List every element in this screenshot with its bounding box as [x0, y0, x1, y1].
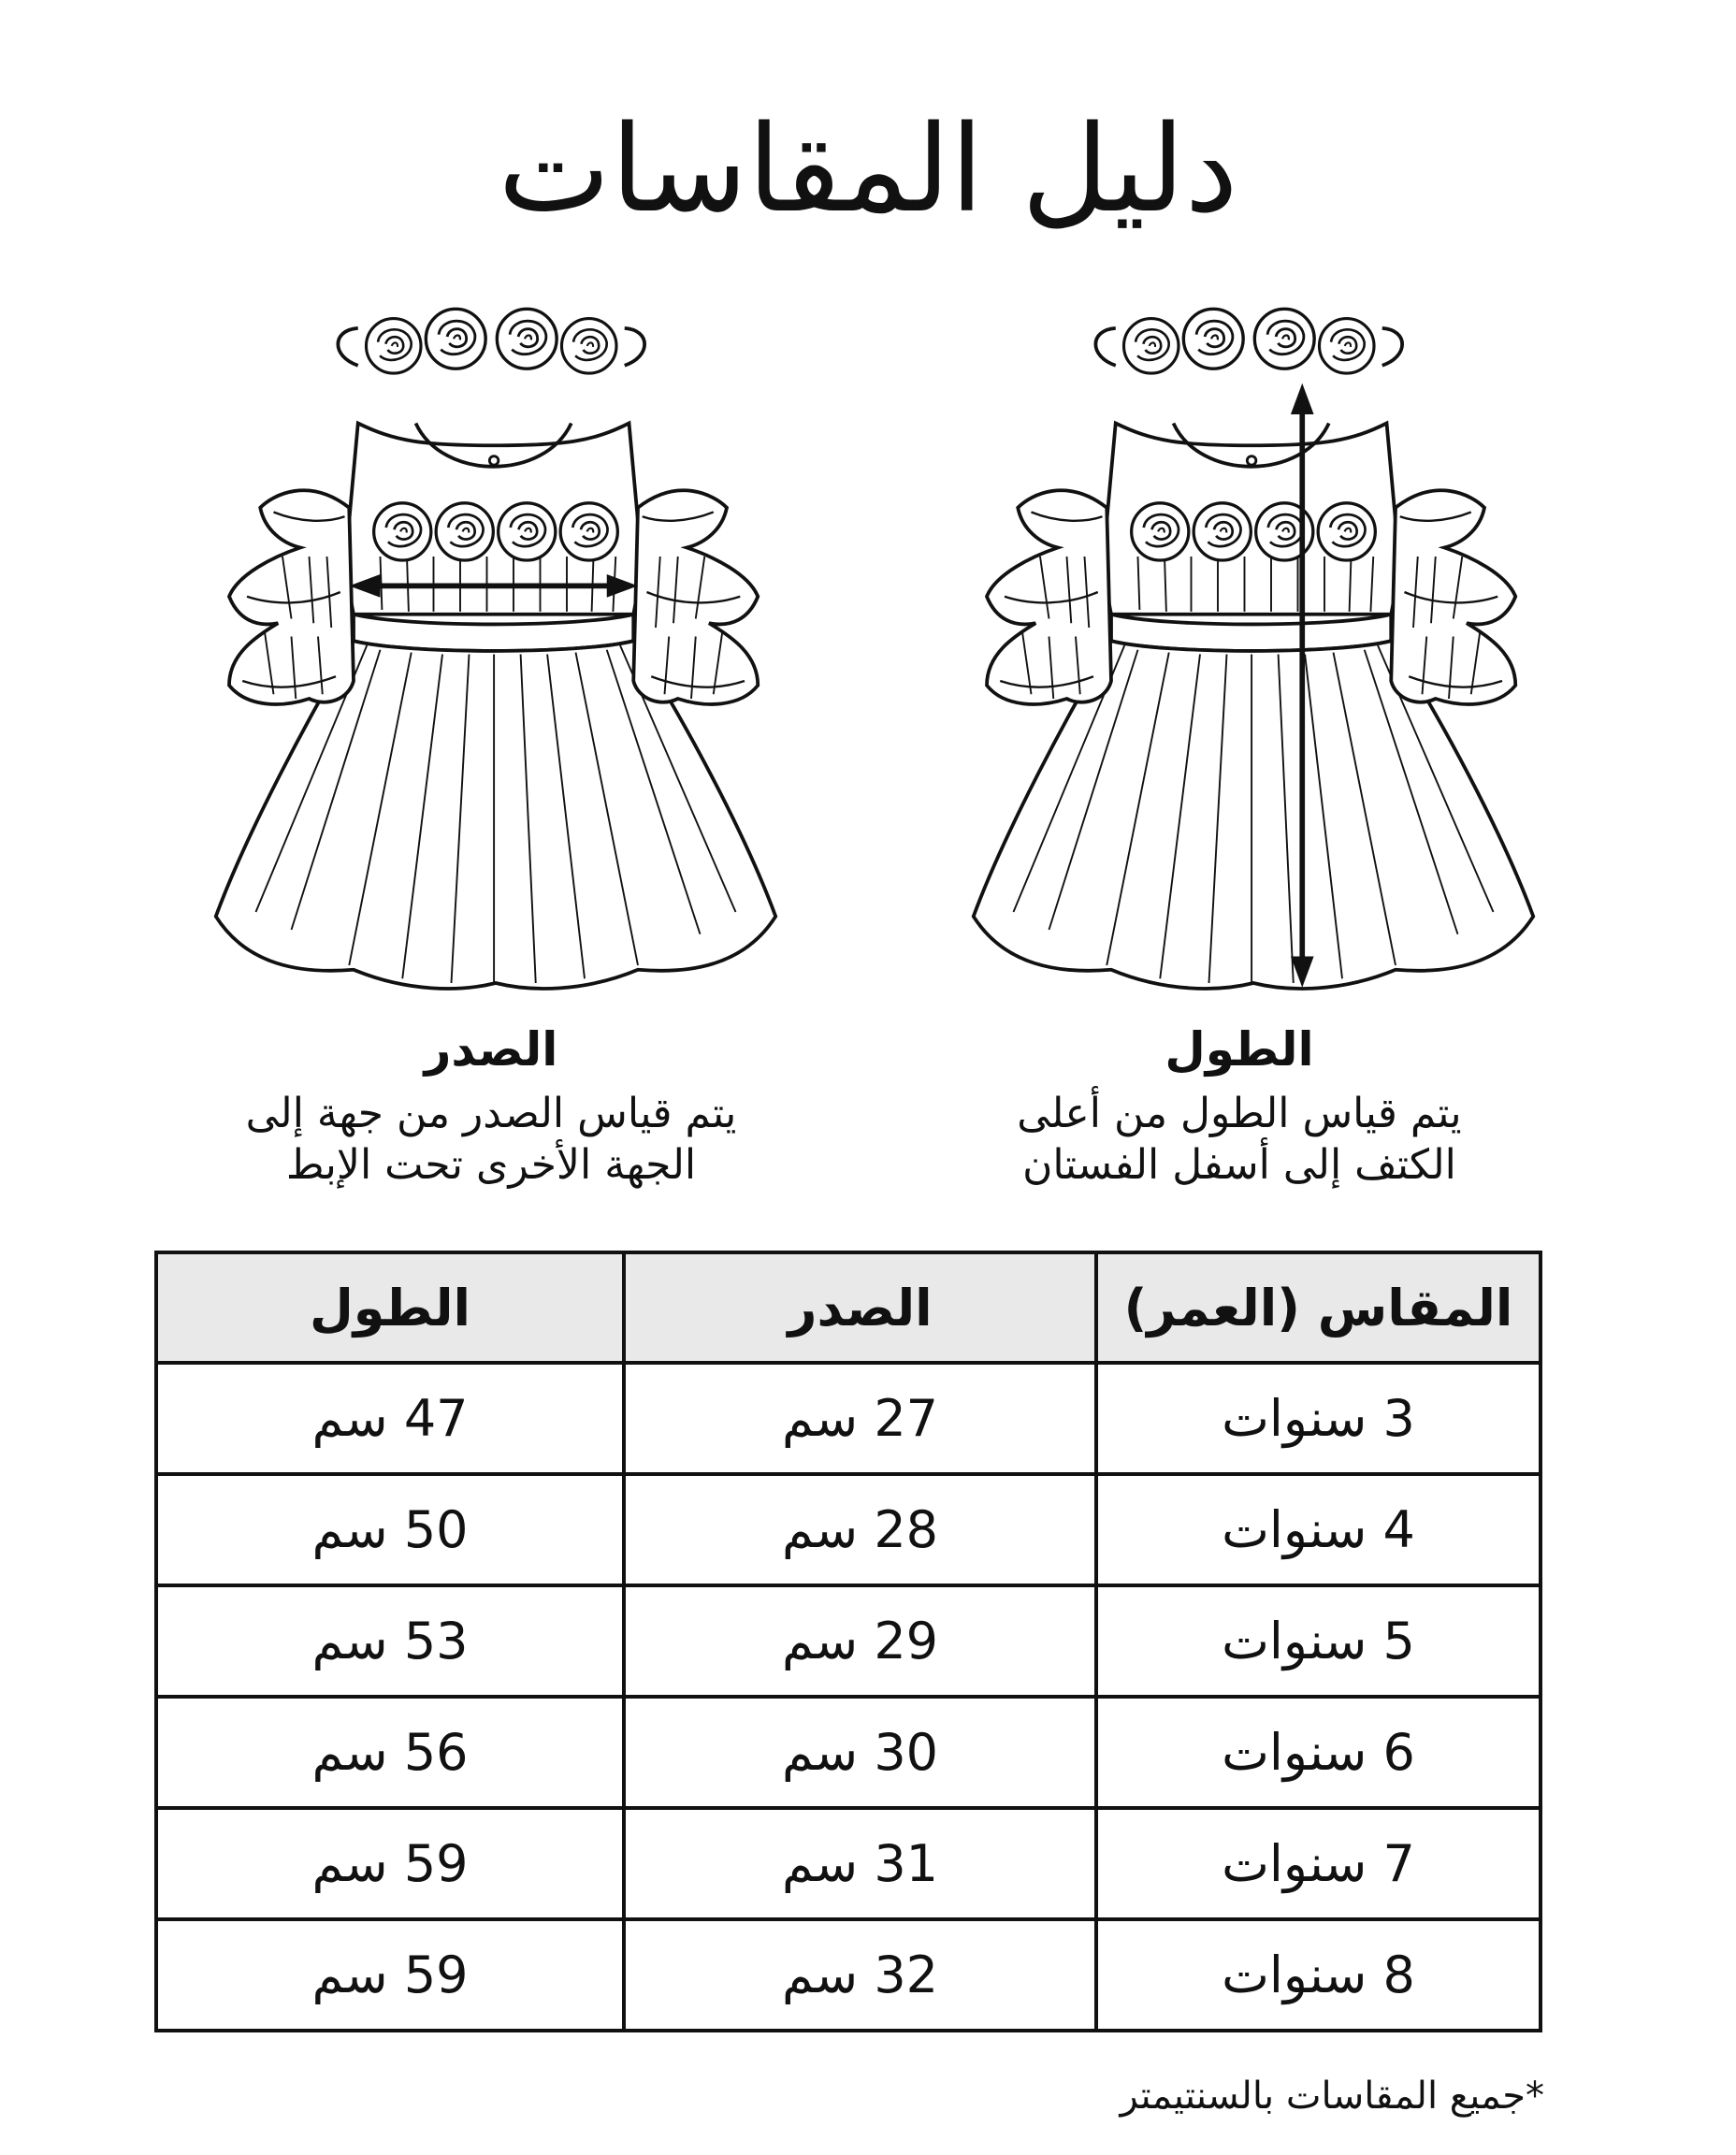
table-row [156, 1363, 1541, 1474]
cell-chest: 32 سم [624, 1919, 1096, 2031]
table-row [156, 1585, 1541, 1697]
cell-length: 59 سم [156, 1808, 624, 1919]
cell-size: 4 سنوات [1096, 1474, 1541, 1585]
length-caption [940, 1020, 1539, 1191]
table-row [156, 1697, 1541, 1808]
chest-desc-line1: يتم قياس الصدر من جهة إلى [245, 1090, 737, 1137]
cell-chest: 29 سم [624, 1585, 1096, 1697]
cell-length: 47 سم [156, 1363, 624, 1474]
table-row [156, 1808, 1541, 1919]
cell-chest: 28 سم [624, 1474, 1096, 1585]
cell-length: 59 سم [156, 1919, 624, 2031]
dress-chest-svg [168, 290, 823, 1001]
cell-size: 5 سنوات [1096, 1585, 1541, 1697]
dress-length-illustration [926, 290, 1581, 1001]
table-row [156, 1474, 1541, 1585]
header-length: الطول [156, 1252, 624, 1363]
chest-caption [192, 1020, 790, 1191]
cell-chest: 30 سم [624, 1697, 1096, 1808]
cell-size: 3 سنوات [1096, 1363, 1541, 1474]
dress-chest-illustration [168, 290, 823, 1001]
flower-headband-icon [338, 309, 644, 373]
page-title: دليل المقاسات [498, 100, 1238, 239]
dress-length-svg [926, 290, 1581, 1001]
chest-label: الصدر [424, 1022, 558, 1077]
length-desc-line2: الكتف إلى أسفل الفستان [1022, 1141, 1456, 1189]
cell-size: 6 سنوات [1096, 1697, 1541, 1808]
length-desc-line1: يتم قياس الطول من أعلى [1017, 1090, 1462, 1137]
cell-size: 8 سنوات [1096, 1919, 1541, 2031]
cell-length: 56 سم [156, 1697, 624, 1808]
table-header-row [156, 1252, 1541, 1363]
header-chest: الصدر [624, 1252, 1096, 1363]
length-label: الطول [1165, 1022, 1314, 1077]
size-table [154, 1251, 1542, 2032]
chest-desc-line2: الجهة الأخرى تحت الإبط [285, 1141, 697, 1189]
cell-chest: 31 سم [624, 1808, 1096, 1919]
cell-chest: 27 سم [624, 1363, 1096, 1474]
cell-size: 7 سنوات [1096, 1808, 1541, 1919]
cell-length: 50 سم [156, 1474, 624, 1585]
footnote: *جميع المقاسات بالسنتيمتر [1120, 2075, 1544, 2118]
table-row [156, 1919, 1541, 2031]
header-size-age: المقاس (العمر) [1096, 1252, 1541, 1363]
flower-headband-icon [1095, 309, 1402, 373]
cell-length: 53 سم [156, 1585, 624, 1697]
